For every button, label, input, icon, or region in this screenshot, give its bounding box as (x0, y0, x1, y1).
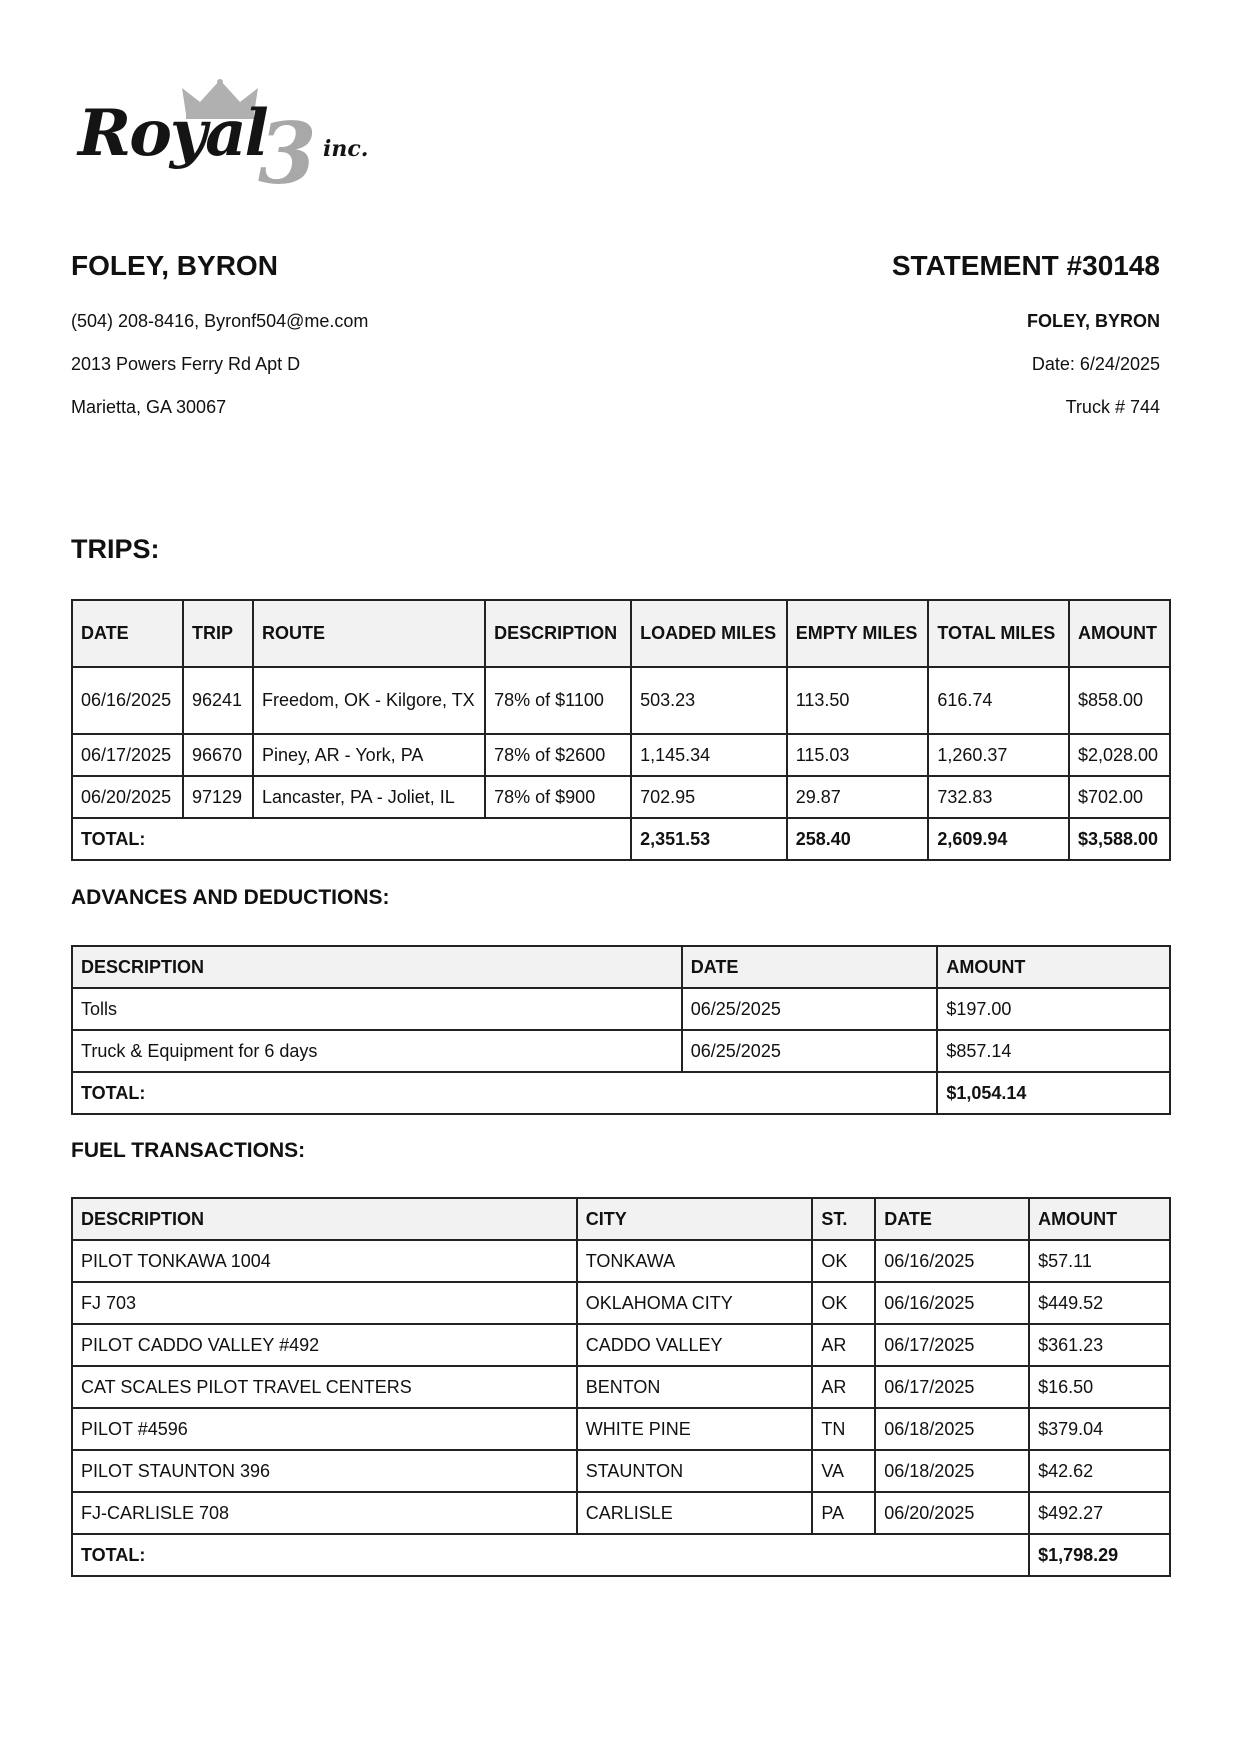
trip-date: 06/20/2025 (72, 776, 183, 818)
fuel-date: 06/16/2025 (875, 1240, 1029, 1282)
trips-table (71, 599, 1171, 861)
fuel-description: PILOT CADDO VALLEY #492 (72, 1324, 577, 1366)
trip-total-miles: 616.74 (928, 667, 1069, 734)
driver-address-line2: Marietta, GA 30067 (71, 397, 227, 417)
trip-number: 96241 (183, 667, 253, 734)
fuel-amount: $379.04 (1029, 1408, 1170, 1450)
fuel-amount: $492.27 (1029, 1492, 1170, 1534)
trip-route: Lancaster, PA - Joliet, IL (253, 776, 485, 818)
trip-route: Freedom, OK - Kilgore, TX (253, 667, 485, 734)
fuel-total-amount: $1,798.29 (1029, 1534, 1170, 1576)
driver-contact: (504) 208-8416, Byronf504@me.com (71, 311, 369, 331)
trips-header-total-miles: TOTAL MILES (928, 600, 1069, 667)
advances-header-date: DATE (682, 946, 938, 988)
trip-number: 97129 (183, 776, 253, 818)
logo-number: 3 (258, 104, 317, 203)
trips-header-amount: AMOUNT (1069, 600, 1170, 667)
advances-header-row (72, 946, 1170, 988)
fuel-amount: $42.62 (1029, 1450, 1170, 1492)
fuel-date: 06/20/2025 (875, 1492, 1029, 1534)
fuel-header-date: DATE (875, 1198, 1029, 1240)
fuel-amount: $449.52 (1029, 1282, 1170, 1324)
trips-total-loaded-miles: 2,351.53 (631, 818, 787, 860)
logo-suffix: inc. (323, 136, 369, 162)
trip-description: 78% of $1100 (485, 667, 631, 734)
trips-header-date: DATE (72, 600, 183, 667)
trips-total-miles: 2,609.94 (928, 818, 1069, 860)
table-row (72, 1030, 1170, 1072)
advances-total-label: TOTAL: (72, 1072, 937, 1114)
fuel-date: 06/17/2025 (875, 1366, 1029, 1408)
trips-title: TRIPS: (71, 534, 160, 564)
table-row (72, 1366, 1170, 1408)
trips-header-loaded-miles: LOADED MILES (631, 600, 787, 667)
advance-date: 06/25/2025 (682, 988, 938, 1030)
fuel-date: 06/18/2025 (875, 1450, 1029, 1492)
fuel-state: AR (812, 1366, 875, 1408)
fuel-header-row (72, 1198, 1170, 1240)
trip-loaded-miles: 503.23 (631, 667, 787, 734)
fuel-state: VA (812, 1450, 875, 1492)
trip-description: 78% of $900 (485, 776, 631, 818)
trip-date: 06/17/2025 (72, 734, 183, 776)
logo-text: Royal (78, 96, 267, 171)
trip-empty-miles: 115.03 (787, 734, 929, 776)
fuel-date: 06/16/2025 (875, 1282, 1029, 1324)
fuel-title: FUEL TRANSACTIONS: (71, 1139, 306, 1162)
fuel-total-row (72, 1534, 1170, 1576)
fuel-description: FJ 703 (72, 1282, 577, 1324)
advances-total-amount: $1,054.14 (937, 1072, 1170, 1114)
truck-number: Truck # 744 (1065, 397, 1160, 417)
fuel-date: 06/18/2025 (875, 1408, 1029, 1450)
trips-header-trip: TRIP (183, 600, 253, 667)
trip-amount: $702.00 (1069, 776, 1170, 818)
table-row (72, 1240, 1170, 1282)
fuel-amount: $57.11 (1029, 1240, 1170, 1282)
fuel-table (71, 1197, 1171, 1577)
fuel-description: PILOT TONKAWA 1004 (72, 1240, 577, 1282)
fuel-state: AR (812, 1324, 875, 1366)
trips-total-empty-miles: 258.40 (787, 818, 929, 860)
table-row (72, 1408, 1170, 1450)
trip-number: 96670 (183, 734, 253, 776)
fuel-city: OKLAHOMA CITY (577, 1282, 813, 1324)
trips-header-empty-miles: EMPTY MILES (787, 600, 929, 667)
trips-total-row (72, 818, 1170, 860)
trip-route: Piney, AR - York, PA (253, 734, 485, 776)
trips-total-amount: $3,588.00 (1069, 818, 1170, 860)
table-row (72, 734, 1170, 776)
advances-table (71, 945, 1171, 1115)
fuel-header-description: DESCRIPTION (72, 1198, 577, 1240)
trip-description: 78% of $2600 (485, 734, 631, 776)
fuel-amount: $16.50 (1029, 1366, 1170, 1408)
fuel-state: OK (812, 1240, 875, 1282)
table-row (72, 1324, 1170, 1366)
fuel-description: PILOT #4596 (72, 1408, 577, 1450)
statement-date: Date: 6/24/2025 (1031, 354, 1160, 374)
fuel-city: WHITE PINE (577, 1408, 813, 1450)
fuel-city: STAUNTON (577, 1450, 813, 1492)
fuel-description: CAT SCALES PILOT TRAVEL CENTERS (72, 1366, 577, 1408)
trip-loaded-miles: 1,145.34 (631, 734, 787, 776)
fuel-description: PILOT STAUNTON 396 (72, 1450, 577, 1492)
fuel-city: CADDO VALLEY (577, 1324, 813, 1366)
fuel-state: OK (812, 1282, 875, 1324)
trip-total-miles: 732.83 (928, 776, 1069, 818)
fuel-date: 06/17/2025 (875, 1324, 1029, 1366)
fuel-state: TN (812, 1408, 875, 1450)
fuel-header-city: CITY (577, 1198, 813, 1240)
table-row (72, 667, 1170, 734)
fuel-city: CARLISLE (577, 1492, 813, 1534)
advances-title: ADVANCES AND DEDUCTIONS: (71, 886, 390, 909)
trip-date: 06/16/2025 (72, 667, 183, 734)
trip-empty-miles: 29.87 (787, 776, 929, 818)
trips-header-row (72, 600, 1170, 667)
fuel-city: BENTON (577, 1366, 813, 1408)
table-row (72, 988, 1170, 1030)
advance-date: 06/25/2025 (682, 1030, 938, 1072)
fuel-city: TONKAWA (577, 1240, 813, 1282)
statement-title: STATEMENT #30148 (891, 250, 1160, 281)
fuel-header-amount: AMOUNT (1029, 1198, 1170, 1240)
trip-loaded-miles: 702.95 (631, 776, 787, 818)
advances-header-amount: AMOUNT (937, 946, 1170, 988)
advances-total-row (72, 1072, 1170, 1114)
table-row (72, 776, 1170, 818)
table-row (72, 1282, 1170, 1324)
advance-description: Truck & Equipment for 6 days (72, 1030, 682, 1072)
advances-header-description: DESCRIPTION (72, 946, 682, 988)
fuel-amount: $361.23 (1029, 1324, 1170, 1366)
statement-driver-name: FOLEY, BYRON (1026, 311, 1160, 331)
trip-empty-miles: 113.50 (787, 667, 929, 734)
table-row (72, 1450, 1170, 1492)
trip-amount: $2,028.00 (1069, 734, 1170, 776)
driver-name-heading: FOLEY, BYRON (71, 250, 278, 281)
trips-total-label: TOTAL: (72, 818, 631, 860)
fuel-header-state: ST. (812, 1198, 875, 1240)
driver-address-line1: 2013 Powers Ferry Rd Apt D (71, 354, 301, 374)
fuel-state: PA (812, 1492, 875, 1534)
advance-amount: $857.14 (937, 1030, 1170, 1072)
advance-description: Tolls (72, 988, 682, 1030)
company-logo (78, 78, 378, 203)
advance-amount: $197.00 (937, 988, 1170, 1030)
fuel-description: FJ-CARLISLE 708 (72, 1492, 577, 1534)
table-row (72, 1492, 1170, 1534)
trips-header-route: ROUTE (253, 600, 485, 667)
trips-header-description: DESCRIPTION (485, 600, 631, 667)
trip-total-miles: 1,260.37 (928, 734, 1069, 776)
fuel-total-label: TOTAL: (72, 1534, 1029, 1576)
trip-amount: $858.00 (1069, 667, 1170, 734)
